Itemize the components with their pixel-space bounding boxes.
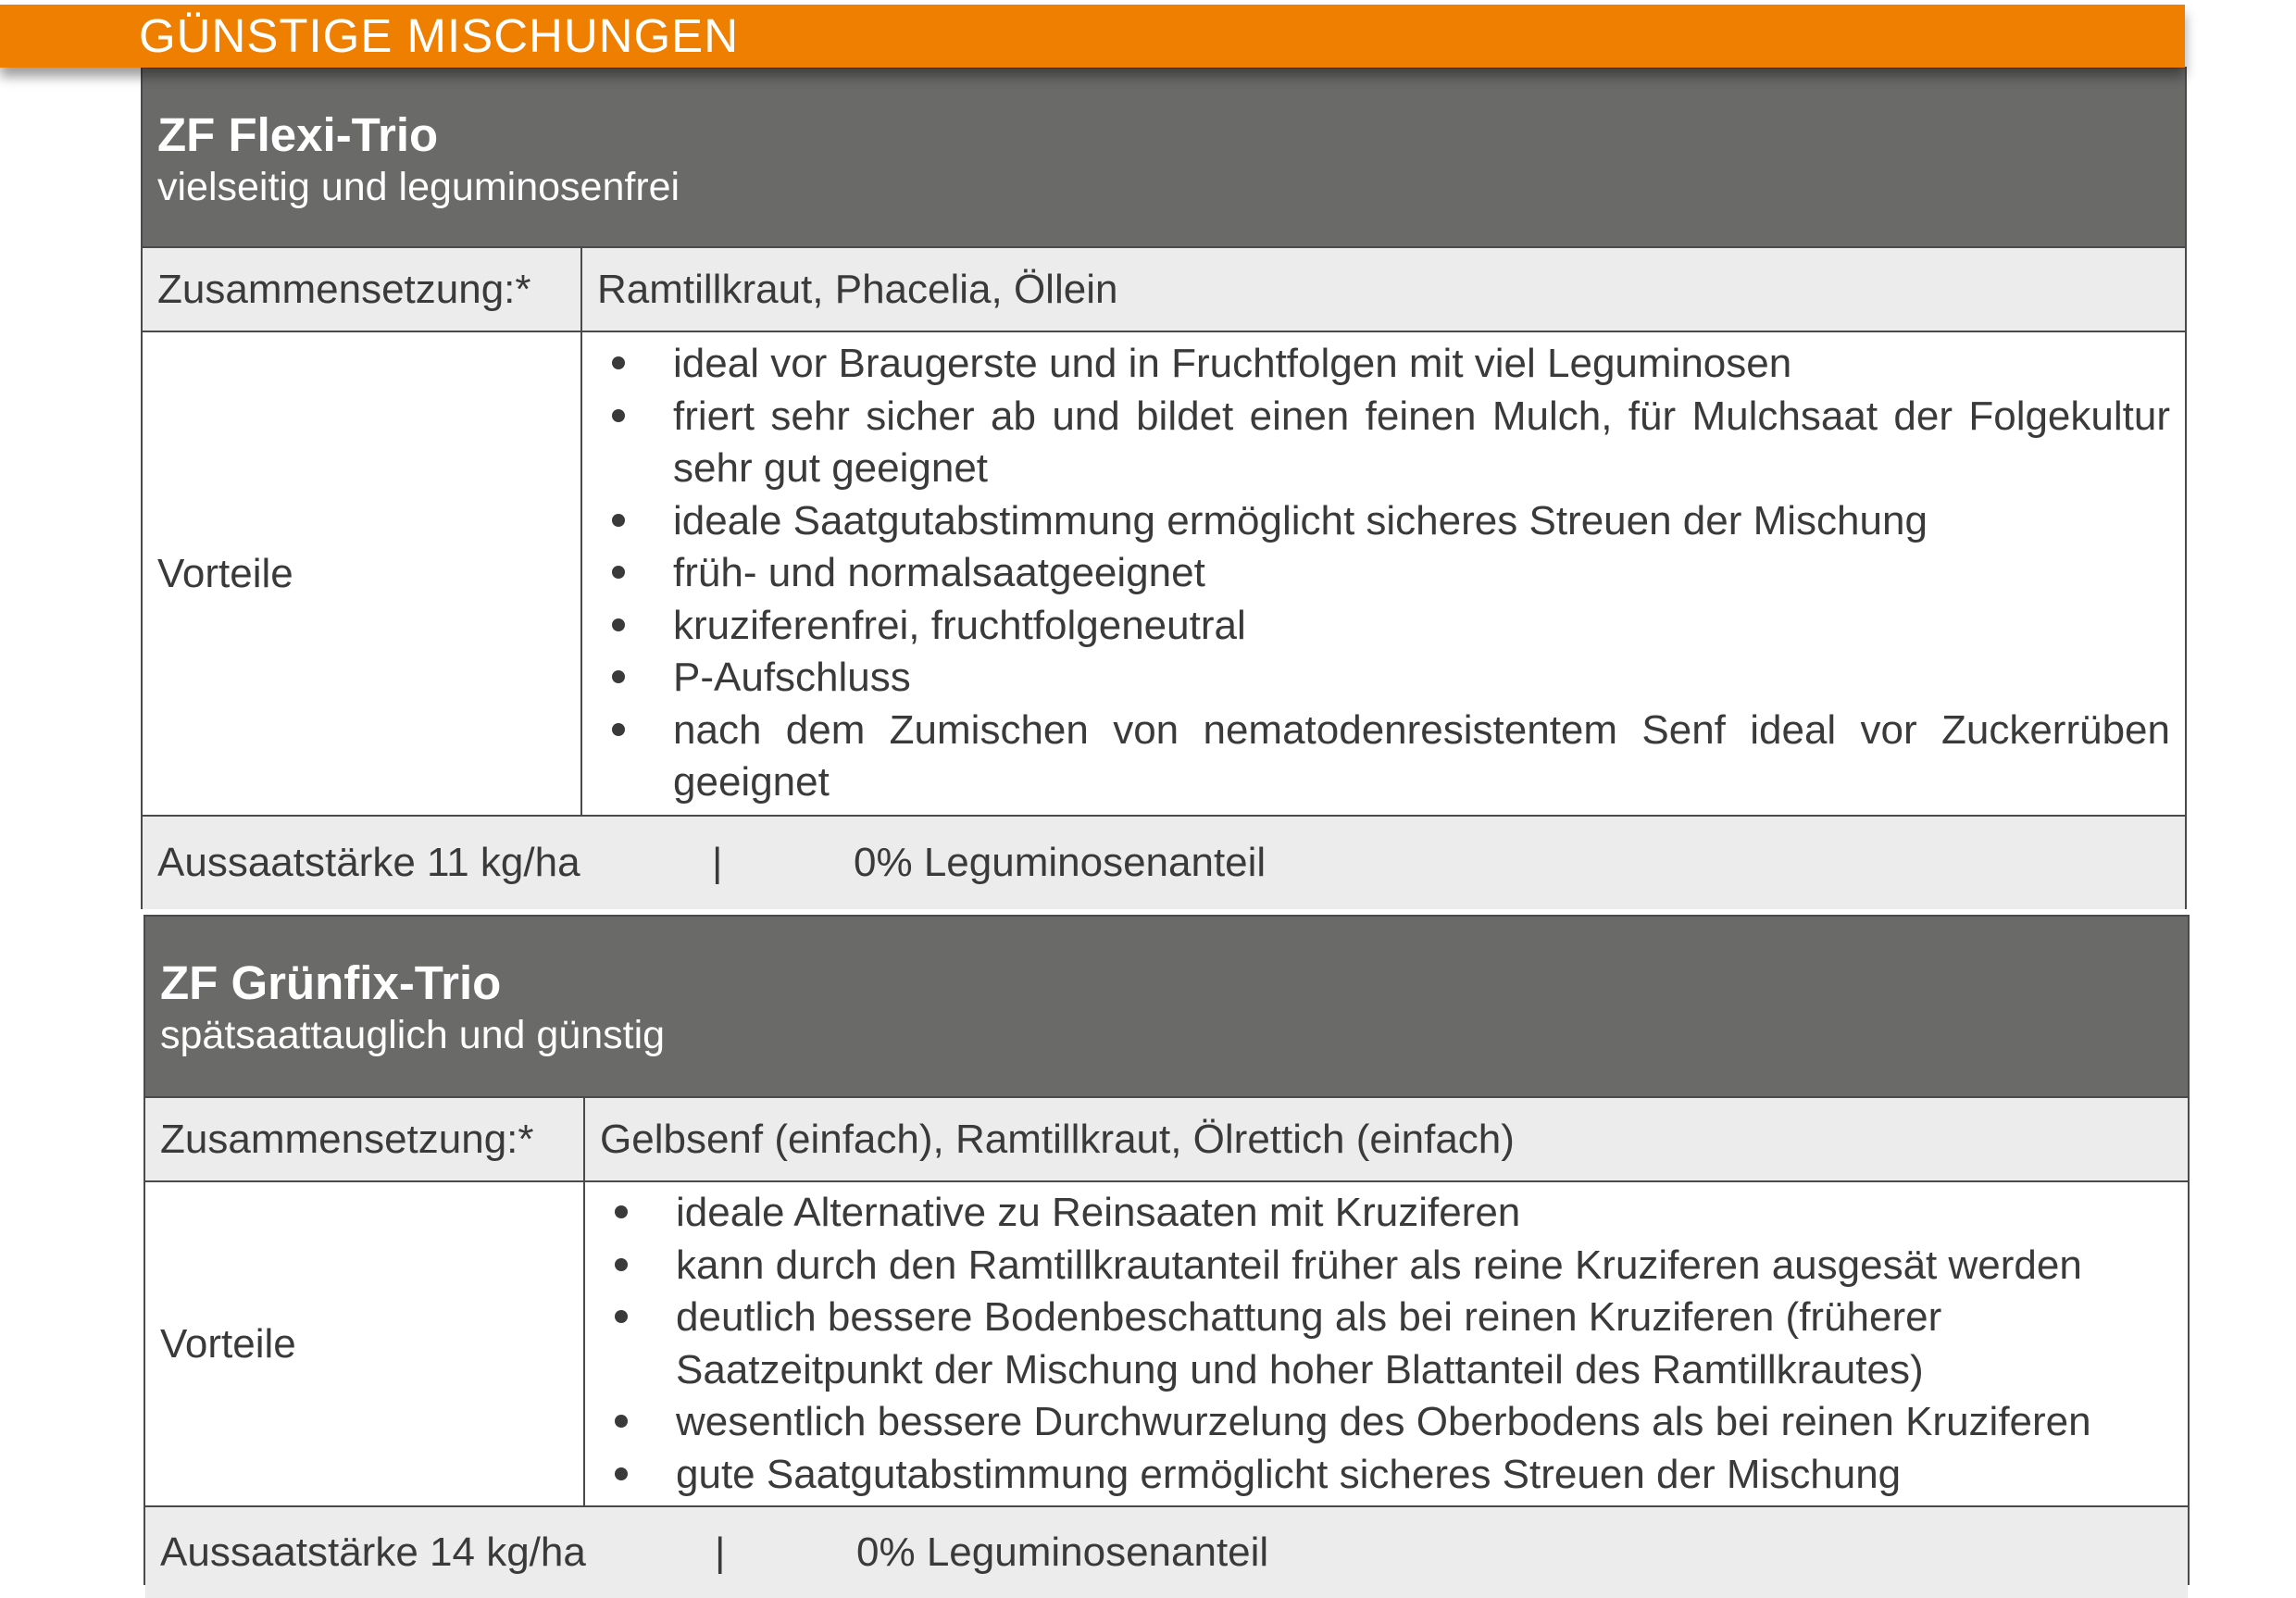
mix-details-table	[143, 248, 2185, 815]
bullet-icon	[612, 409, 625, 422]
bullet-icon	[615, 1205, 628, 1218]
mix-subtitle: spätsaattauglich und günstig	[160, 1013, 666, 1057]
bullet-icon	[612, 514, 625, 527]
advantages-label: Vorteile	[145, 1181, 584, 1505]
bullet-icon	[615, 1310, 628, 1323]
bullet-icon	[615, 1467, 628, 1480]
list-item: kruziferenfrei, fruchtfolgeneutral	[597, 600, 2170, 653]
list-item: kann durch den Ramtillkrautanteil früher als reine Kruziferen ausgesät werden	[600, 1240, 2173, 1292]
list-item: wesentlich bessere Durchwurzelung des Oberbodens als bei reinen Kruziferen	[600, 1396, 2173, 1449]
list-item: gute Saatgutabstimmung ermöglicht sicheres Streuen der Mischung	[600, 1449, 2173, 1502]
list-item: ideale Saatgutabstimmung ermöglicht sicheres Streuen der Mischung	[597, 495, 2170, 548]
advantages-list	[600, 1187, 2173, 1501]
mix-title: ZF Grünfix-Trio	[160, 956, 502, 1009]
seed-rate-row	[143, 815, 2185, 909]
composition-label: Zusammensetzung:*	[143, 248, 581, 331]
mix-details-table	[145, 1098, 2188, 1505]
list-item: P-Aufschluss	[597, 652, 2170, 705]
advantages-list	[597, 338, 2170, 809]
composition-row	[145, 1098, 2188, 1181]
legume-share: 0% Leguminosenanteil	[854, 840, 1267, 885]
bullet-icon	[612, 618, 625, 631]
composition-value: Gelbsenf (einfach), Ramtillkraut, Ölrettich (einfach)	[584, 1098, 2188, 1181]
list-item: friert sehr sicher ab und bildet einen feinen Mulch, für Mulchsaat der Folgekultur sehr gut geeignet	[597, 391, 2170, 495]
composition-label: Zusammensetzung:*	[145, 1098, 584, 1181]
bullet-icon	[612, 356, 625, 369]
advantages-row	[145, 1181, 2188, 1505]
bullet-icon	[612, 566, 625, 579]
bullet-icon	[612, 723, 625, 736]
mix-card-flexi-trio	[141, 67, 2187, 909]
separator: |	[712, 840, 723, 885]
seed-rate-row	[145, 1505, 2188, 1598]
list-item: früh- und normalsaatgeeignet	[597, 547, 2170, 600]
bullet-icon	[615, 1258, 628, 1271]
mix-title: ZF Flexi-Trio	[157, 108, 439, 161]
seed-rate: Aussaatstärke 11 kg/ha	[157, 840, 580, 885]
mix-subtitle: vielseitig und leguminosenfrei	[157, 165, 680, 209]
composition-value: Ramtillkraut, Phacelia, Öllein	[581, 248, 2185, 331]
mix-card-gruenfix-trio	[144, 915, 2190, 1585]
bullet-icon	[615, 1415, 628, 1428]
seed-rate: Aussaatstärke 14 kg/ha	[160, 1529, 586, 1575]
list-item: ideale Alternative zu Reinsaaten mit Kruziferen	[600, 1187, 2173, 1240]
composition-row	[143, 248, 2185, 331]
mix-card-header	[143, 69, 2185, 248]
mix-card-header	[145, 917, 2188, 1098]
legume-share: 0% Leguminosenanteil	[856, 1529, 1269, 1575]
list-item: ideal vor Braugerste und in Fruchtfolgen mit viel Leguminosen	[597, 338, 2170, 391]
list-item: deutlich bessere Bodenbeschattung als bei reinen Kruziferen (früherer Saatzeitpunkt der Mischung und hoher Blattanteil des Ramtillkrautes)	[600, 1292, 2173, 1396]
separator: |	[715, 1529, 726, 1575]
advantages-label: Vorteile	[143, 331, 581, 815]
advantages-row	[143, 331, 2185, 815]
list-item: nach dem Zumischen von nematodenresistentem Senf ideal vor Zuckerrüben geeignet	[597, 705, 2170, 809]
bullet-icon	[612, 670, 625, 683]
section-title: GÜNSTIGE MISCHUNGEN	[139, 9, 740, 62]
section-header	[0, 5, 2185, 68]
